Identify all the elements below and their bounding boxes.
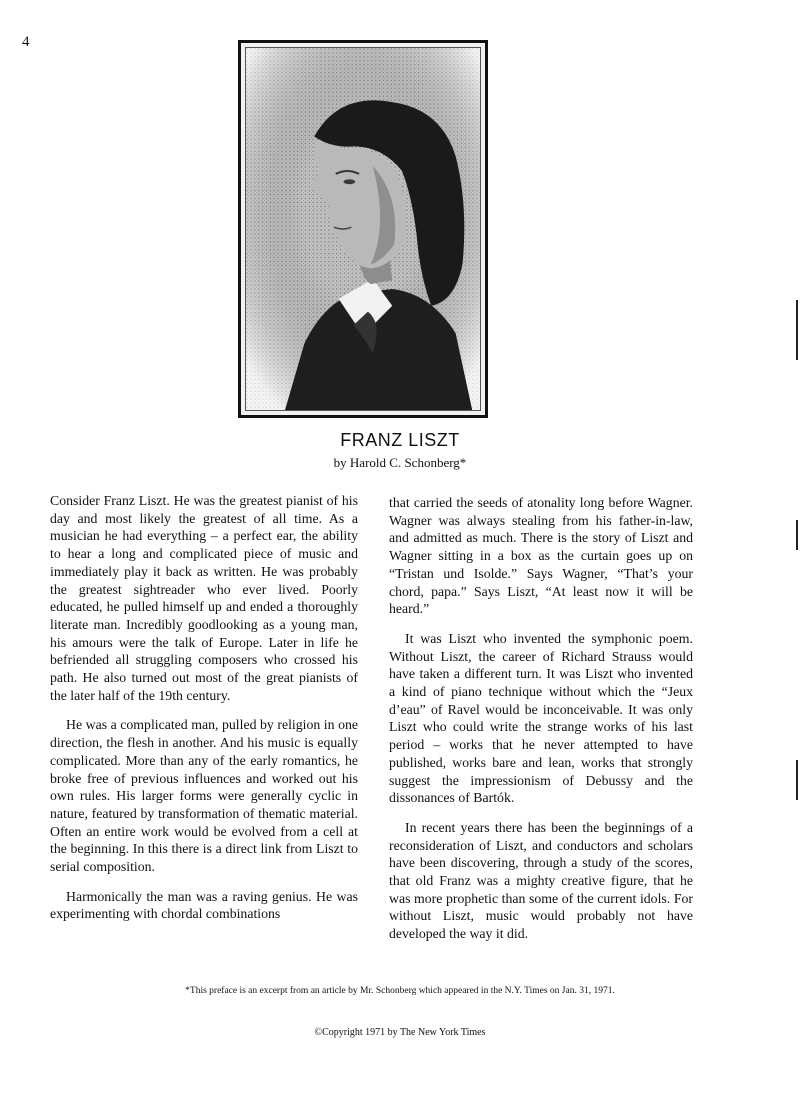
article-paragraph: He was a complicated man, pulled by religion in one direction, the flesh in another. And his music is equally complicated. More than any of the early romantics, he broke free of previous influences and worked out his own rules. His larger forms were generally cyclic in nature, featured by transformation of thematic material. Often an entire work would be evolved from a cell at the beginning. In this there is a direct link from Liszt to serial composition. xyxy=(50,717,358,875)
article-column-right xyxy=(389,494,693,955)
article-paragraph: Consider Franz Liszt. He was the greatest pianist of his day and most likely the greatest of all time. As a musician he had everything – a perfect ear, the ability to hear a long and complicated piece of music and immediately play it back as written. He was probably the greatest sightreader who ever lived. Poorly educated, he pulled himself up and ended a thoroughly literate man. Incredibly goodlooking as a young man, his amours were the talk of Europe. Later in life he befriended all struggling composers who crossed his path. He also turned out most of the great pianists of the later half of the 19th century. xyxy=(50,493,358,703)
page-number: 4 xyxy=(22,34,30,50)
liszt-portrait-image xyxy=(245,47,481,411)
footnote: *This preface is an excerpt from an article by Mr. Schonberg which appeared in the N.Y. Times on Jan. 31, 1971. xyxy=(185,986,615,996)
article-paragraph: In recent years there has been the beginnings of a reconsideration of Liszt, and conductors and scholars have been discovering, through a study of the scores, that old Franz was a mighty creative figure, that he was more prophetic than some of the current idols. For without Liszt, music would probably not have developed the way it did. xyxy=(389,819,693,942)
scan-edge-mark xyxy=(796,760,798,800)
article-column-left xyxy=(50,492,358,935)
scan-edge-mark xyxy=(796,300,798,360)
article-paragraph: that carried the seeds of atonality long before Wagner. Wagner was always stealing from his father-in-law, and admitted as much. There is the story of Liszt and Wagner sitting in a box as the curtain goes up on “Tristan und Isolde.” Says Wagner, “That’s your chord, papa.” Says Liszt, “At least now it will be heard.” xyxy=(389,495,693,617)
portrait-frame xyxy=(238,40,488,418)
scan-edge-mark xyxy=(796,520,798,550)
copyright-notice: ©Copyright 1971 by The New York Times xyxy=(314,1027,486,1038)
article-paragraph: It was Liszt who invented the symphonic poem. Without Liszt, the career of Richard Strauss would have taken a different turn. It was Liszt who invented a kind of piano technique without which the “Jeux d’eau” of Ravel would be inconceivable. It was only Liszt who could write the strange works of his last period – works that he never attempted to have published, works bare and lean, works that strongly suggest the impressionism of Debussy and the dissonances of Bartók. xyxy=(389,630,693,806)
article-paragraph: Harmonically the man was a raving genius. He was experimenting with chordal combinations xyxy=(50,888,358,922)
article-byline: by Harold C. Schonberg* xyxy=(333,455,467,470)
article-title: FRANZ LISZT xyxy=(340,430,460,450)
